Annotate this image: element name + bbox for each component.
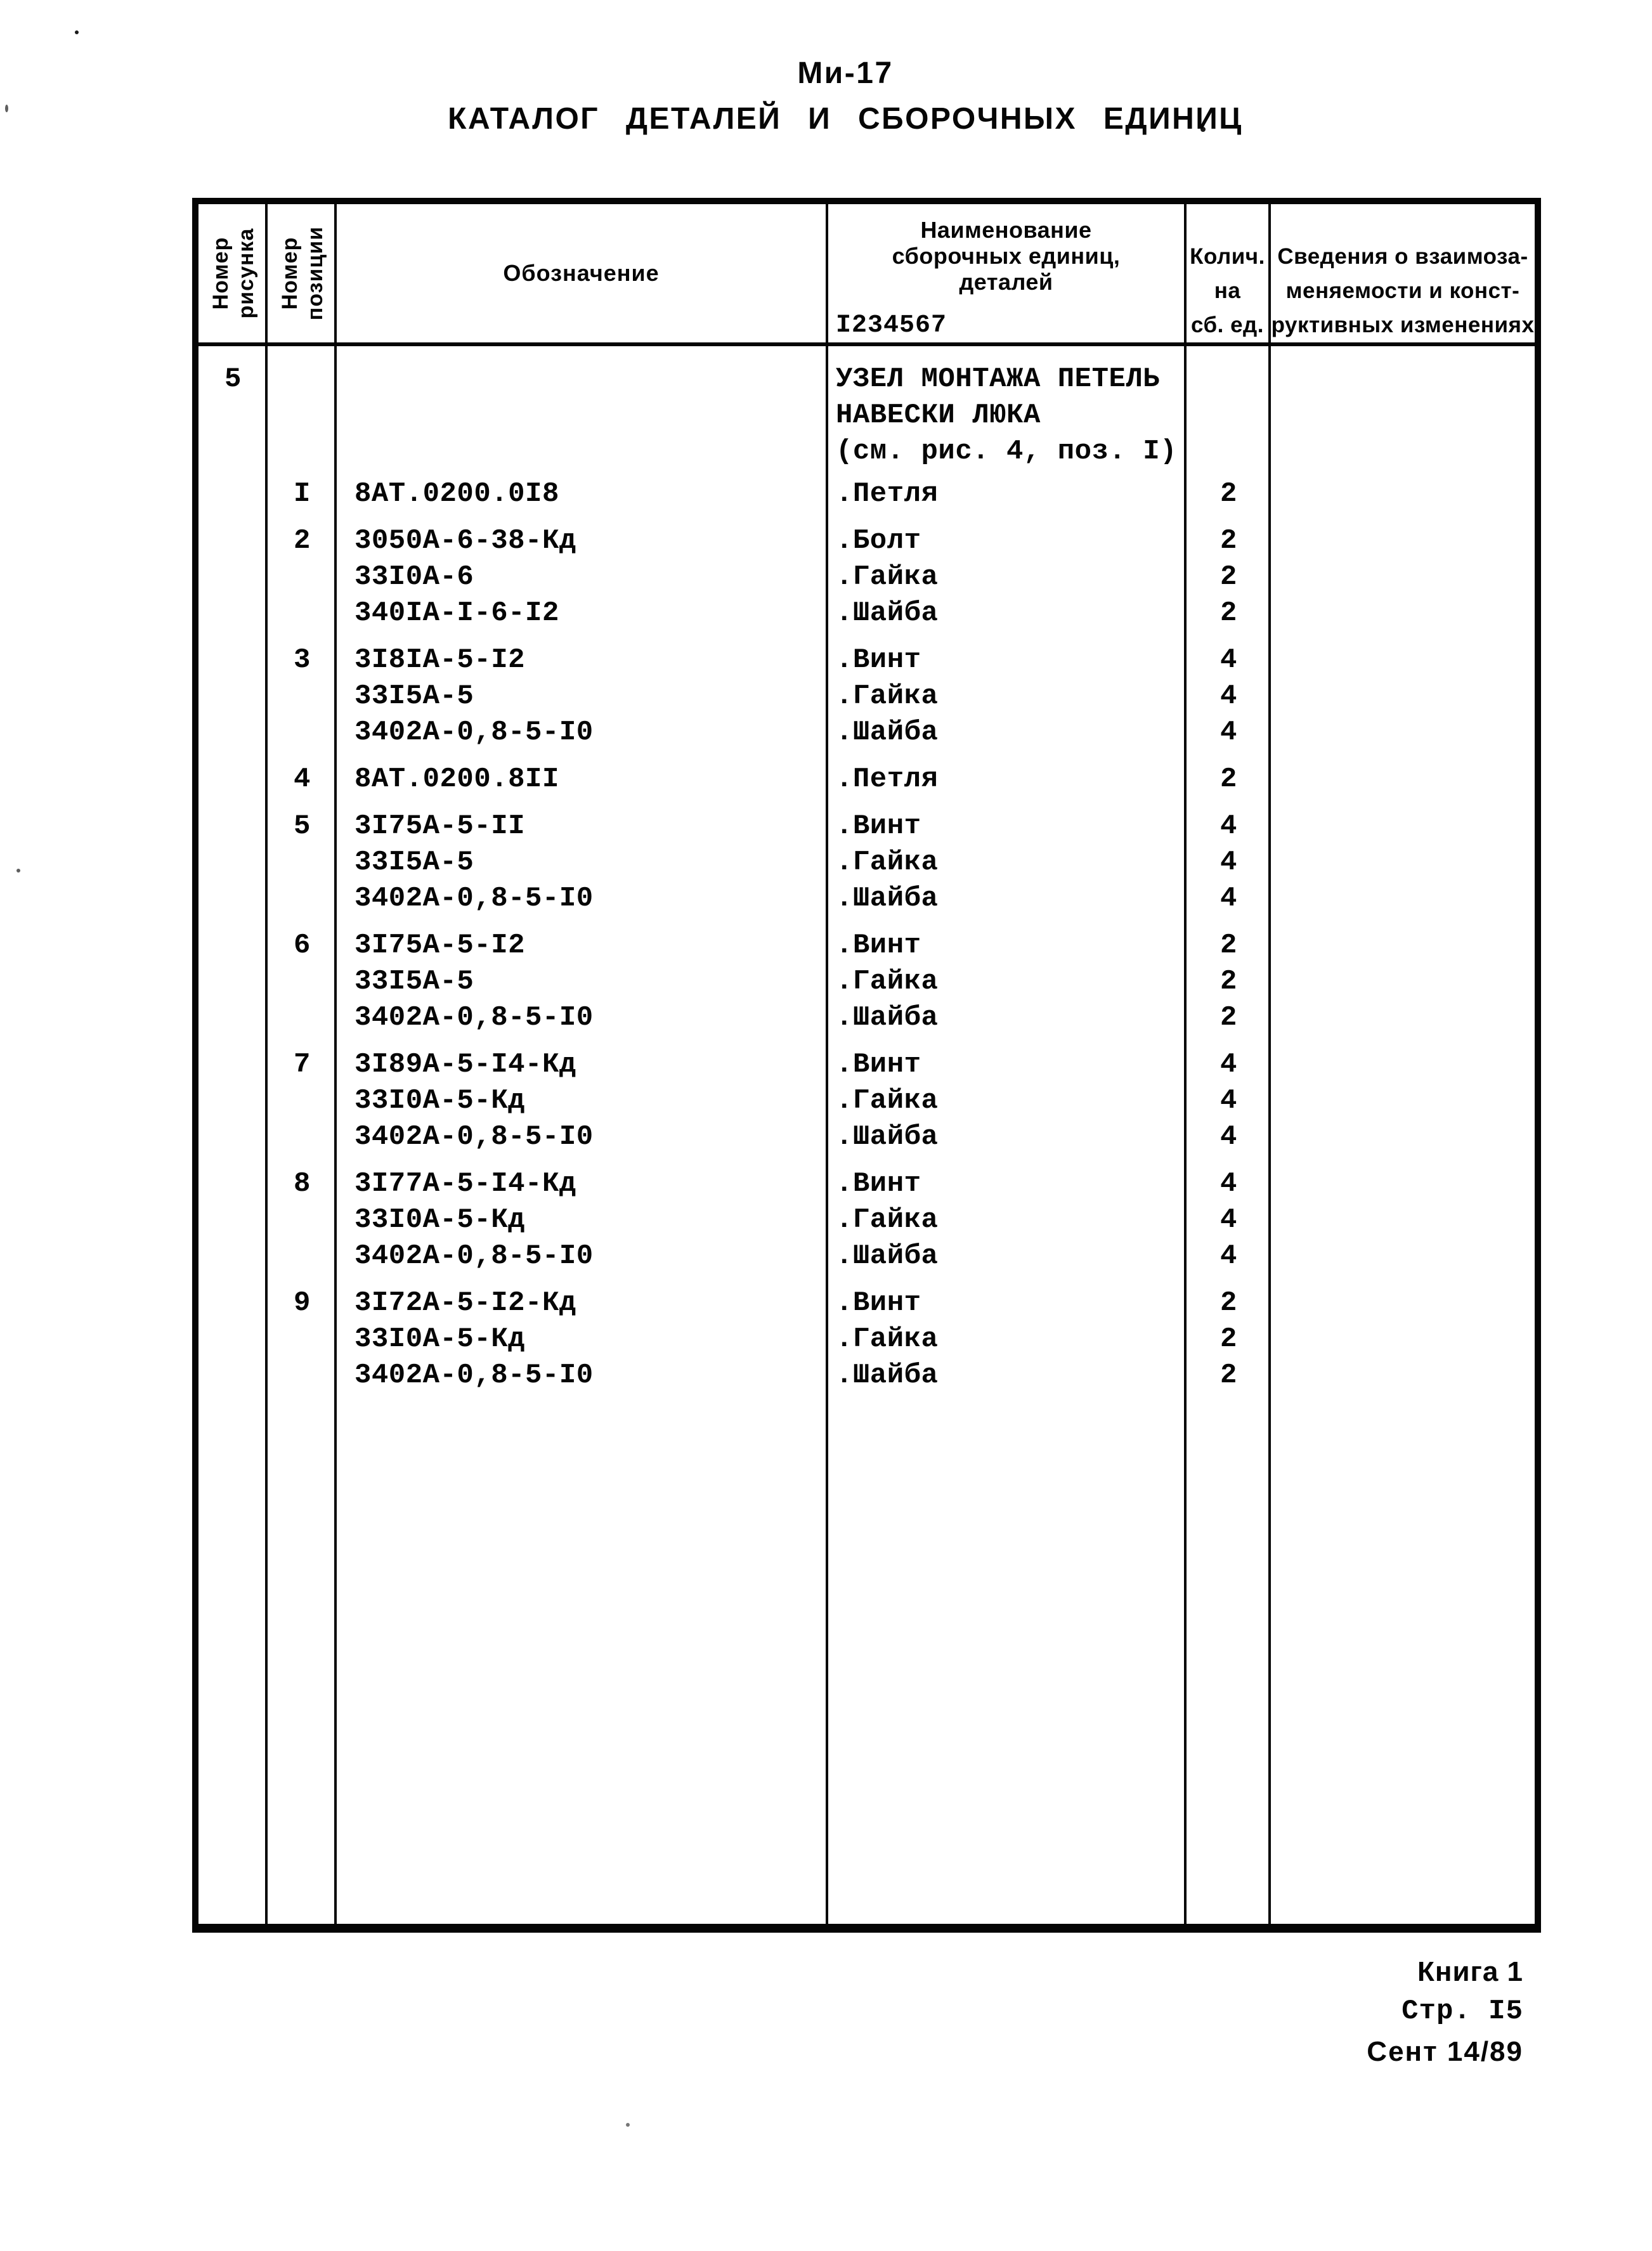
table-row xyxy=(198,476,1535,512)
row-figure-cell xyxy=(198,1047,268,1083)
row-quantity: 4 xyxy=(1220,1049,1237,1080)
figure-number-value: 5 xyxy=(224,363,242,395)
table-row xyxy=(198,678,1535,715)
row-figure-cell xyxy=(198,715,268,751)
row-position xyxy=(268,1238,337,1275)
row-designation: 3I72А-5-I2-Кд xyxy=(354,1287,576,1319)
row-part-name: .Шайба xyxy=(836,883,939,914)
parts-rows xyxy=(198,476,1535,1394)
row-figure-cell xyxy=(198,1083,268,1119)
page-footer xyxy=(1367,1952,1523,2072)
row-figure-cell xyxy=(198,928,268,964)
row-part-name: .Шайба xyxy=(836,597,939,629)
table-row xyxy=(198,964,1535,1000)
row-designation: 3402А-0,8-5-I0 xyxy=(354,1121,594,1153)
row-quantity: 4 xyxy=(1220,1240,1237,1272)
row-quantity: 4 xyxy=(1220,644,1237,676)
row-designation: 8АТ.0200.0I8 xyxy=(354,478,559,510)
row-part-name: .Винт xyxy=(836,1049,921,1080)
row-figure-cell xyxy=(198,595,268,632)
row-figure-cell xyxy=(198,1358,268,1394)
row-quantity: 4 xyxy=(1220,1204,1237,1236)
footer-book-number: Книга 1 xyxy=(1417,1956,1523,1987)
catalog-title: КАТАЛОГ ДЕТАЛЕЙ И СБОРОЧНЫХ ЕДИНИЦ xyxy=(448,102,1243,136)
row-part-name: .Петля xyxy=(836,763,939,795)
row-figure-cell xyxy=(198,1321,268,1358)
assembly-title-line: НАВЕСКИ ЛЮКА xyxy=(836,399,1041,431)
table-row xyxy=(198,1285,1535,1321)
scan-speck xyxy=(626,2123,630,2127)
row-position xyxy=(268,1321,337,1358)
row-part-name: .Винт xyxy=(836,644,921,676)
row-designation: 340IА-I-6-I2 xyxy=(354,597,559,629)
row-position xyxy=(268,964,337,1000)
row-designation: 3I77А-5-I4-Кд xyxy=(354,1168,576,1200)
row-quantity: 2 xyxy=(1220,1287,1237,1319)
row-position xyxy=(268,559,337,595)
row-part-name: .Винт xyxy=(836,1168,921,1200)
row-position xyxy=(268,1083,337,1119)
row-quantity: 4 xyxy=(1220,847,1237,878)
table-row xyxy=(198,523,1535,559)
table-row xyxy=(198,1202,1535,1238)
row-figure-cell xyxy=(198,1285,268,1321)
column-header-designation: Обозначение xyxy=(503,260,660,286)
row-designation: 33I0А-5-Кд xyxy=(354,1204,526,1236)
row-designation: 3I89А-5-I4-Кд xyxy=(354,1049,576,1080)
row-part-name: .Гайка xyxy=(836,1204,939,1236)
row-position: 9 xyxy=(294,1287,311,1319)
row-quantity: 4 xyxy=(1220,883,1237,914)
row-figure-cell xyxy=(198,808,268,845)
table-body xyxy=(198,346,1535,1394)
row-designation: 33I0А-5-Кд xyxy=(354,1085,526,1117)
row-figure-cell xyxy=(198,1000,268,1036)
footer-date: Сент 14/89 xyxy=(1367,2036,1523,2067)
row-quantity: 2 xyxy=(1220,1323,1237,1355)
row-part-name: .Шайба xyxy=(836,1121,939,1153)
row-position: 2 xyxy=(294,525,311,557)
assembly-title xyxy=(198,346,1535,470)
row-part-name: .Шайба xyxy=(836,717,939,748)
row-position xyxy=(268,881,337,917)
row-position xyxy=(268,678,337,715)
table-row xyxy=(198,642,1535,678)
table-row xyxy=(198,595,1535,632)
row-figure-cell xyxy=(198,1238,268,1275)
row-position: 7 xyxy=(294,1049,311,1080)
assembly-title-line: УЗЕЛ МОНТАЖА ПЕТЕЛЬ xyxy=(836,363,1161,395)
position-number-label: Номер позиции xyxy=(277,226,327,321)
row-quantity: 2 xyxy=(1220,525,1237,557)
row-figure-cell xyxy=(198,523,268,559)
row-part-name: .Винт xyxy=(836,930,921,961)
row-position: 6 xyxy=(294,930,311,961)
row-part-name: .Гайка xyxy=(836,966,939,997)
assembly-title-line: (см. рис. 4, поз. I) xyxy=(836,436,1178,467)
table-row xyxy=(198,559,1535,595)
row-part-name: .Шайба xyxy=(836,1240,939,1272)
scan-speck xyxy=(75,30,79,34)
table-row xyxy=(198,1238,1535,1275)
row-quantity: 4 xyxy=(1220,1168,1237,1200)
column-header-name: Наименование сборочных единиц, деталей I234567 xyxy=(836,217,1121,340)
row-quantity: 2 xyxy=(1220,1359,1237,1391)
row-position: 4 xyxy=(294,763,311,795)
row-designation: 3402А-0,8-5-I0 xyxy=(354,717,594,748)
parts-catalog-table xyxy=(192,198,1541,1933)
row-part-name: .Шайба xyxy=(836,1359,939,1391)
row-designation: 33I0А-6 xyxy=(354,561,474,593)
table-row xyxy=(198,845,1535,881)
row-figure-cell xyxy=(198,1166,268,1202)
table-row xyxy=(198,808,1535,845)
table-row xyxy=(198,1000,1535,1036)
row-quantity: 2 xyxy=(1220,597,1237,629)
row-designation: 3I75А-5-I2 xyxy=(354,930,526,961)
figure-number-label: Номер рисунка xyxy=(208,228,258,319)
row-position: I xyxy=(294,478,311,510)
row-position xyxy=(268,595,337,632)
row-position xyxy=(268,1202,337,1238)
table-row xyxy=(198,1166,1535,1202)
row-designation: 3402А-0,8-5-I0 xyxy=(354,1002,594,1034)
row-designation: 33I0А-5-Кд xyxy=(354,1323,526,1355)
row-quantity: 2 xyxy=(1220,478,1237,510)
column-header-figure-number xyxy=(198,204,268,342)
row-figure-cell xyxy=(198,1119,268,1155)
row-part-name: .Гайка xyxy=(836,561,939,593)
table-row xyxy=(198,715,1535,751)
row-quantity: 4 xyxy=(1220,1121,1237,1153)
row-figure-cell xyxy=(198,559,268,595)
row-part-name: .Шайба xyxy=(836,1002,939,1034)
row-designation: 8АТ.0200.8II xyxy=(354,763,559,795)
row-position: 8 xyxy=(294,1168,311,1200)
row-position: 5 xyxy=(294,810,311,842)
aircraft-model-title: Ми-17 xyxy=(797,56,894,90)
column-header-quantity: Колич. на сб. ед. xyxy=(1190,244,1265,337)
row-designation: 3I8IА-5-I2 xyxy=(354,644,526,676)
row-position xyxy=(268,845,337,881)
row-quantity: 4 xyxy=(1220,680,1237,712)
table-row xyxy=(198,1047,1535,1083)
row-figure-cell xyxy=(198,845,268,881)
row-quantity: 4 xyxy=(1220,810,1237,842)
column-header-position-number xyxy=(268,204,337,342)
row-quantity: 2 xyxy=(1220,1002,1237,1034)
row-quantity: 2 xyxy=(1220,561,1237,593)
row-part-name: .Гайка xyxy=(836,1323,939,1355)
table-row xyxy=(198,881,1535,917)
row-part-name: .Гайка xyxy=(836,1085,939,1117)
row-designation: 3402А-0,8-5-I0 xyxy=(354,1359,594,1391)
row-designation: 33I5А-5 xyxy=(354,680,474,712)
table-row xyxy=(198,762,1535,798)
row-position xyxy=(268,715,337,751)
row-figure-cell xyxy=(198,762,268,798)
row-part-name: .Гайка xyxy=(836,680,939,712)
row-quantity: 2 xyxy=(1220,930,1237,961)
row-designation: 3050А-6-38-Кд xyxy=(354,525,576,557)
row-figure-cell xyxy=(198,678,268,715)
row-part-name: .Винт xyxy=(836,810,921,842)
row-position xyxy=(268,1000,337,1036)
row-quantity: 2 xyxy=(1220,966,1237,997)
row-quantity: 4 xyxy=(1220,1085,1237,1117)
row-quantity: 4 xyxy=(1220,717,1237,748)
table-row xyxy=(198,1358,1535,1394)
row-figure-cell xyxy=(198,1202,268,1238)
row-designation: 3402А-0,8-5-I0 xyxy=(354,1240,594,1272)
row-quantity: 2 xyxy=(1220,763,1237,795)
footer-page-number: Стр. I5 xyxy=(1402,1995,1523,2027)
row-figure-cell xyxy=(198,476,268,512)
row-figure-cell xyxy=(198,964,268,1000)
table-row xyxy=(198,1083,1535,1119)
column-header-interchangeability: Сведения о взаимоза- меняемости и конст- руктивных изменениях xyxy=(1271,244,1535,337)
table-row xyxy=(198,1321,1535,1358)
row-part-name: .Гайка xyxy=(836,847,939,878)
scan-speck xyxy=(16,869,20,873)
row-designation: 33I5А-5 xyxy=(354,847,474,878)
scan-speck xyxy=(5,105,8,112)
row-part-name: .Болт xyxy=(836,525,921,557)
row-position xyxy=(268,1358,337,1394)
row-part-name: .Винт xyxy=(836,1287,921,1319)
table-row xyxy=(198,928,1535,964)
row-part-name: .Петля xyxy=(836,478,939,510)
row-designation: 3I75А-5-II xyxy=(354,810,526,842)
row-position: 3 xyxy=(294,644,311,676)
row-position xyxy=(268,1119,337,1155)
row-designation: 3402А-0,8-5-I0 xyxy=(354,883,594,914)
table-row xyxy=(198,1119,1535,1155)
row-figure-cell xyxy=(198,642,268,678)
row-figure-cell xyxy=(198,881,268,917)
row-designation: 33I5А-5 xyxy=(354,966,474,997)
name-column-code: I234567 xyxy=(836,311,947,340)
